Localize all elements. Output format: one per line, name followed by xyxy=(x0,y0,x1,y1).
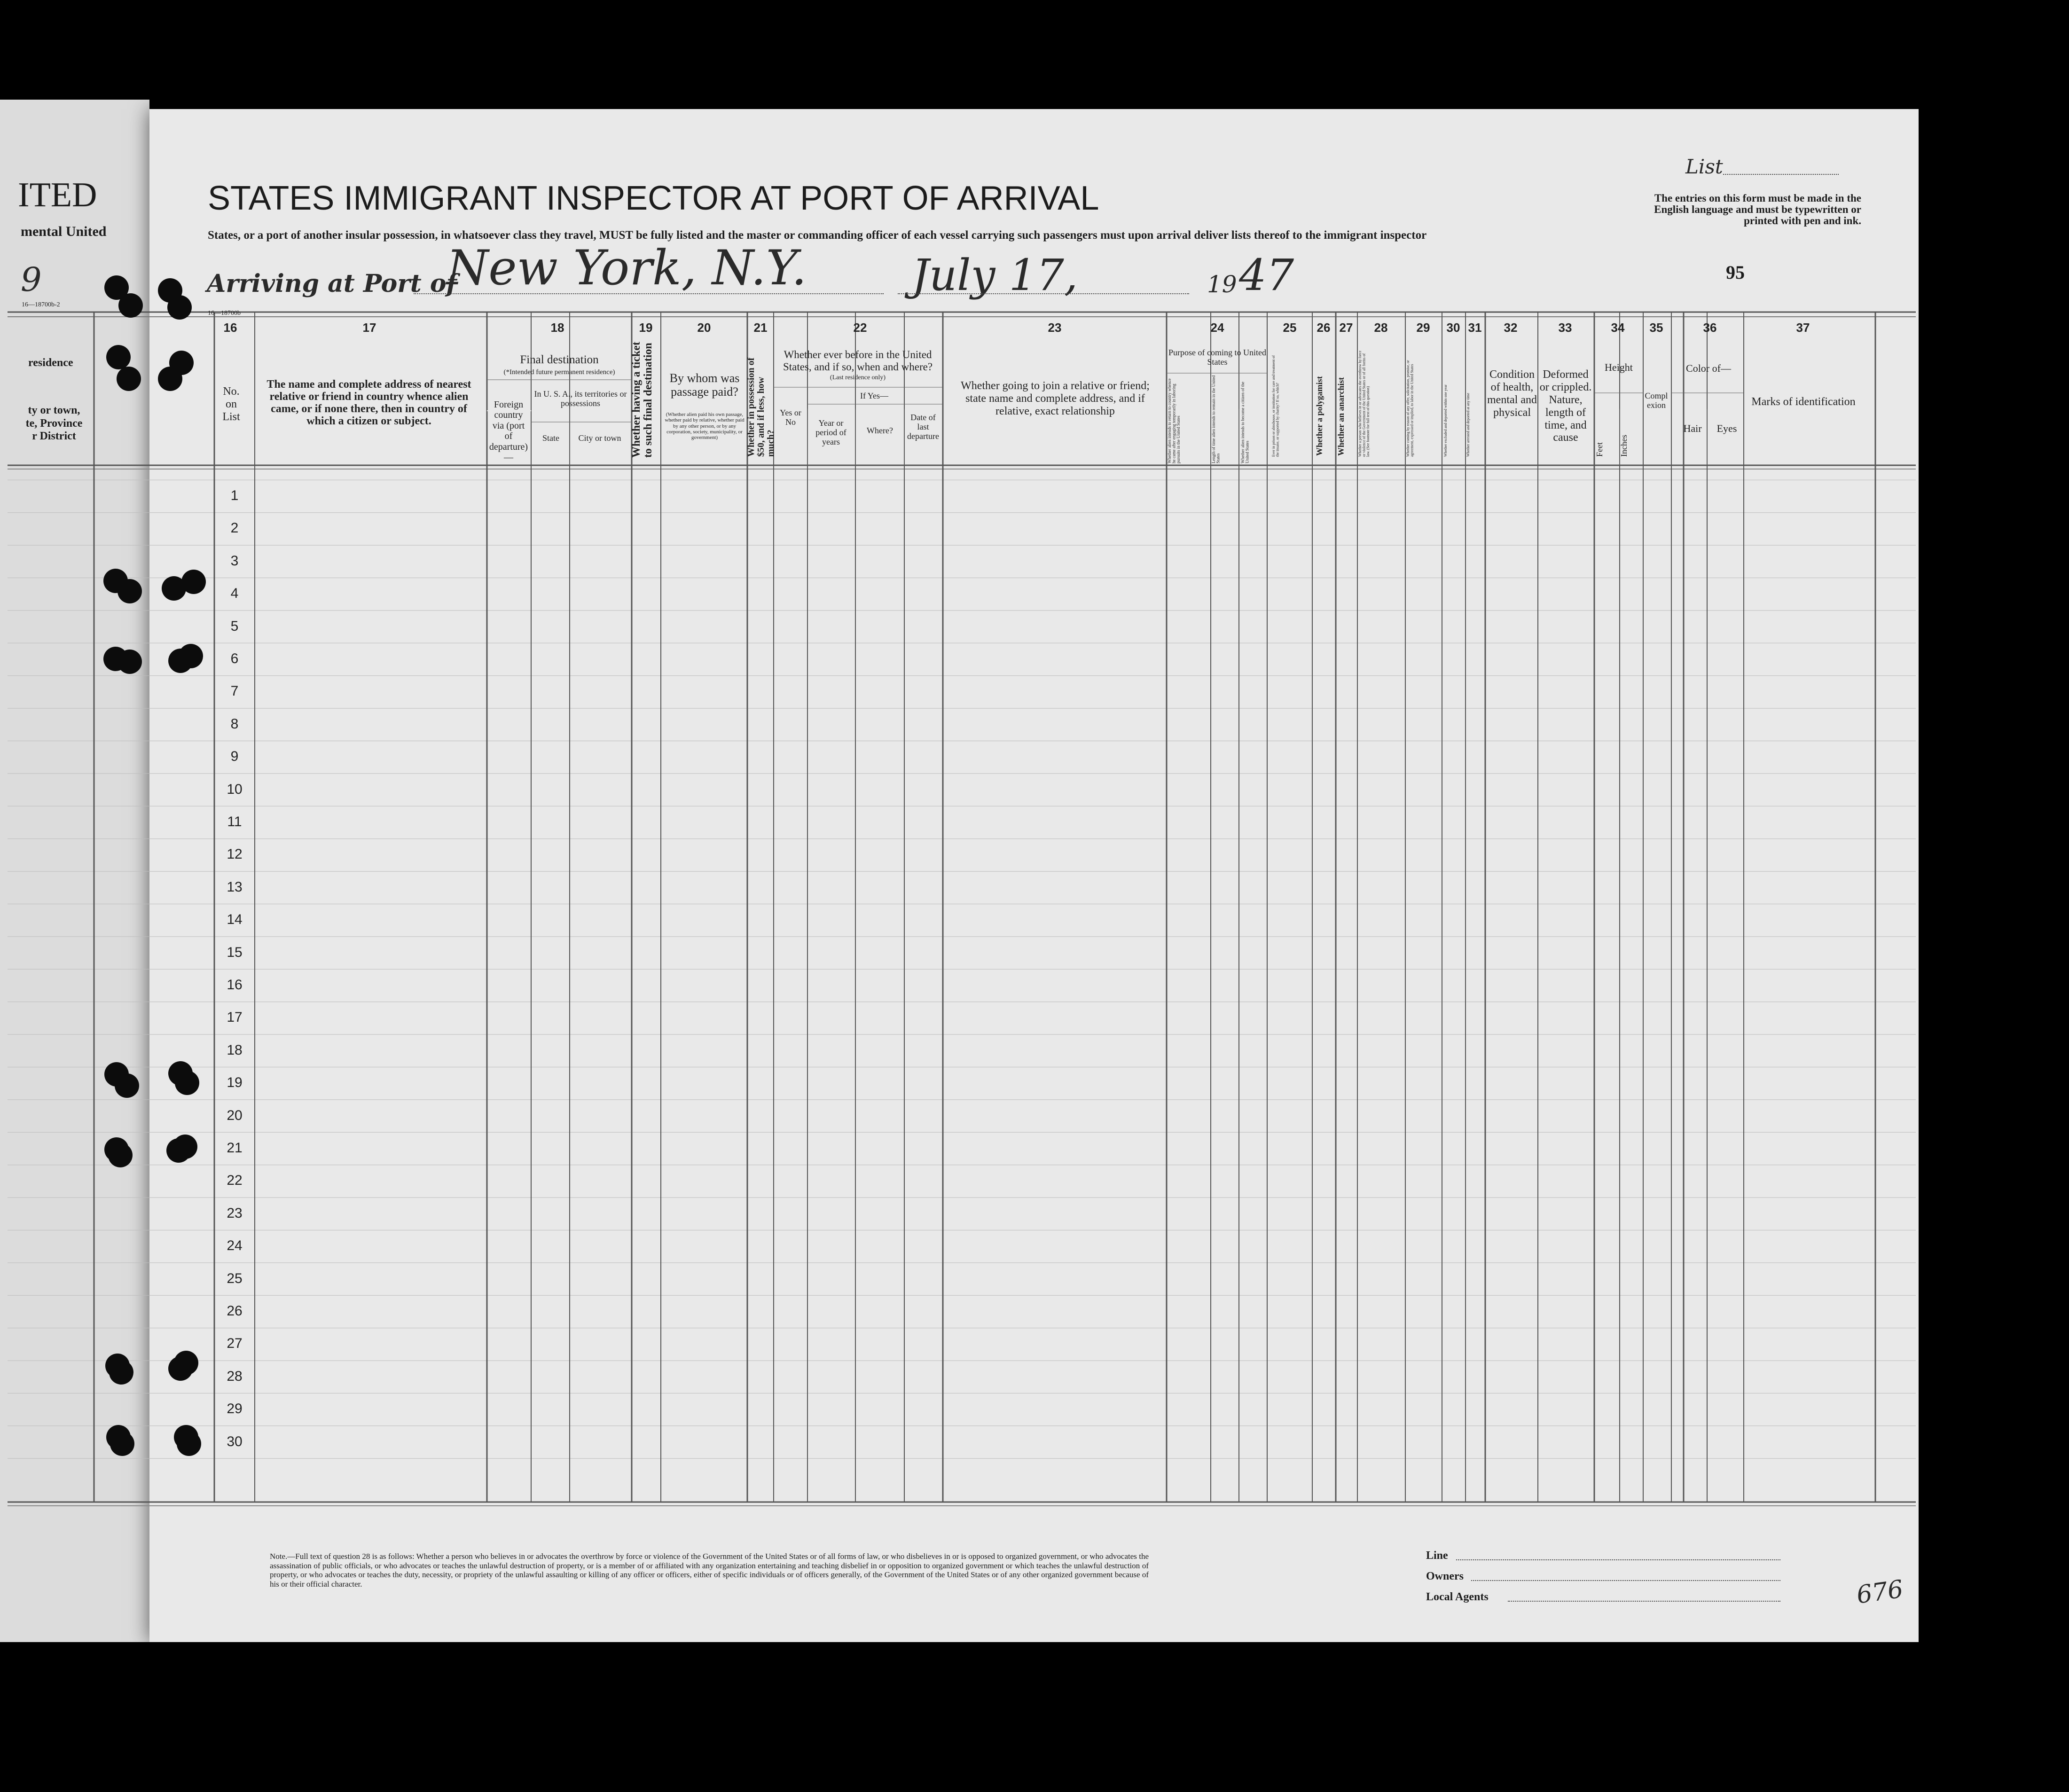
row-number: 27 xyxy=(227,1336,243,1352)
row-number: 25 xyxy=(227,1270,243,1286)
column-number-37: 37 xyxy=(1796,321,1810,335)
punch-hole xyxy=(106,345,131,369)
col20-label: By whom was passage paid? xyxy=(669,371,740,399)
row-number: 4 xyxy=(230,586,239,602)
column-number-28: 28 xyxy=(1374,321,1388,335)
punch-hole xyxy=(167,295,192,320)
date-line xyxy=(898,292,1189,294)
column-number-36: 36 xyxy=(1703,321,1717,335)
col29-label: Whether coming by reason of any offer, solicitation, promise, or agreement, expressed or implied, to labor in the United States xyxy=(1406,360,1414,457)
row-number: 21 xyxy=(227,1140,243,1156)
row-number: 6 xyxy=(230,651,239,666)
punch-hole xyxy=(177,1432,201,1456)
col19-label: Whether having a ticket to such final destination xyxy=(630,342,655,458)
col34-feet: Feet xyxy=(1595,442,1604,457)
footer-note: Note.—Full text of question 28 is as follows: Whether a person who believes in or advocates the overthrow by force or violence of the Government of the United States or of all forms of law, or who disbelieves in or is opposed to organized government, or who advocates the assassination of public officials, or who advocates or teaches the unlawful destruction of property, or is a member of or affiliated with any organization entertaining and teaching disbelief in or opposition to organized government or which teaches the unlawful destruction of property, or who advocates or teaches the duty, necessity, or propriety of the unlawful assaulting or killing of any officer or officers, either of specific individuals or of officers generally, of the Government of the United States or of any other organized government because of his or their official character. xyxy=(270,1552,1149,1589)
left-city-label: ty or town, te, Province r District xyxy=(25,404,83,443)
col22-label: Whether ever before in the United States, and if so, when and where? xyxy=(783,349,933,373)
owners-label: Owners xyxy=(1426,1570,1464,1582)
column-number-17: 17 xyxy=(362,321,376,335)
left-fragment-title: ITED xyxy=(18,176,97,214)
col34-label: Height xyxy=(1605,361,1633,373)
row-number: 11 xyxy=(227,814,242,829)
punch-hole xyxy=(175,1071,199,1095)
row-number: 10 xyxy=(227,781,243,797)
col22-year: Year or period of years xyxy=(815,418,846,447)
left-fragment-line2: mental United xyxy=(21,224,107,239)
port-line xyxy=(414,292,884,294)
column-number-16: 16 xyxy=(223,321,237,335)
row-number: 14 xyxy=(227,912,243,928)
row-number: 15 xyxy=(227,944,243,960)
col22-yes-no: Yes or No xyxy=(780,408,801,427)
column-number-25: 25 xyxy=(1283,321,1297,335)
col21-label: Whether in possession of $50, and if less, how much? xyxy=(746,357,776,457)
form-instructions: The entries on this form must be made in the English language and must be typewritten or printed with pen and ink. xyxy=(1654,192,1861,227)
year-prefix: 19 xyxy=(1207,271,1237,298)
local-agents-field xyxy=(1508,1600,1780,1602)
punch-hole xyxy=(181,570,206,594)
col18-city: City or town xyxy=(578,433,621,443)
column-number-30: 30 xyxy=(1446,321,1460,335)
col36-label: Color of— xyxy=(1686,362,1731,374)
column-number-34: 34 xyxy=(1611,321,1625,335)
punch-hole xyxy=(118,650,142,674)
row-number: 28 xyxy=(227,1368,243,1384)
col16-label: No. on List xyxy=(222,385,240,423)
form-code-2: 16—18700b xyxy=(208,310,241,317)
column-number-33: 33 xyxy=(1558,321,1572,335)
line-label: Line xyxy=(1426,1549,1448,1562)
owners-field xyxy=(1471,1579,1780,1581)
row-number: 22 xyxy=(227,1173,243,1189)
port-of-arrival: New York, N.Y. xyxy=(447,240,807,296)
column-number-23: 23 xyxy=(1048,321,1062,335)
column-number-29: 29 xyxy=(1416,321,1430,335)
row-number: 9 xyxy=(230,749,239,765)
left-fragment-line3: 9 xyxy=(21,260,42,299)
col18-state: State xyxy=(542,433,559,443)
col33-label: Deformed or crippled. Nature, length of time, and cause xyxy=(1539,368,1592,444)
column-number-26: 26 xyxy=(1317,321,1331,335)
punch-hole xyxy=(115,1073,139,1098)
column-number-31: 31 xyxy=(1468,321,1482,335)
col23-label: Whether going to join a relative or friend; state name and complete address, and if relative, exact relationship xyxy=(961,380,1150,417)
col25-label: Ever in prison or almshouse, or institution for care and treatment of the insane, or supported by charity? If so, which? xyxy=(1271,355,1280,457)
column-number-22: 22 xyxy=(853,321,867,335)
list-label: List xyxy=(1685,155,1723,178)
row-number: 24 xyxy=(227,1238,243,1254)
row-number: 19 xyxy=(227,1075,243,1091)
row-number: 18 xyxy=(227,1042,243,1058)
row-number: 20 xyxy=(227,1107,243,1123)
arrival-year: 47 xyxy=(1239,250,1294,300)
col18-note: (*Intended future permanent residence) xyxy=(503,368,615,376)
col17-label: The name and complete address of nearest relative or friend in country whence alien came, or if none there, then in country of which a citizen or subject. xyxy=(266,378,471,427)
line-field xyxy=(1456,1558,1780,1560)
col24-sub-c: Whether alien intends to become a citizen of the United States xyxy=(1240,382,1250,463)
row-number: 12 xyxy=(227,846,243,862)
form-code: 16—18700b-2 xyxy=(22,301,60,308)
col35-label: Complexion xyxy=(1645,391,1668,410)
page-title: STATES IMMIGRANT INSPECTOR AT PORT OF ARRIVAL xyxy=(208,180,1099,217)
row-number: 30 xyxy=(227,1433,243,1449)
left-residence-label: residence xyxy=(28,357,73,369)
column-number-24: 24 xyxy=(1210,321,1224,335)
column-number-27: 27 xyxy=(1339,321,1353,335)
col22-note: (Last residence only) xyxy=(830,374,886,381)
page-subtitle: States, or a port of another insular possession, in whatsoever class they travel, MUST be fully listed and the master or commanding officer of each vessel carrying such passengers must upon arrival deliver lists thereof to the immigrant inspector xyxy=(208,229,1427,242)
col22-where: Where? xyxy=(867,426,893,435)
col31-label: Whether arrested and deported at any time xyxy=(1466,393,1470,457)
punch-hole xyxy=(117,367,141,391)
col36-eyes: Eyes xyxy=(1716,423,1737,434)
col22-if-yes: If Yes— xyxy=(860,391,888,400)
punch-hole xyxy=(108,1143,133,1167)
col30-label: Whether excluded and deported within one year xyxy=(1443,384,1448,457)
row-number: 1 xyxy=(230,488,239,503)
row-number: 3 xyxy=(230,553,239,569)
page-number: 95 xyxy=(1726,262,1745,283)
column-number-19: 19 xyxy=(639,321,653,335)
col34-inches: Inches xyxy=(1619,435,1629,457)
row-number: 16 xyxy=(227,977,243,993)
punch-hole xyxy=(118,579,142,603)
punch-hole xyxy=(109,1360,133,1385)
col32-label: Condition of health, mental and physical xyxy=(1487,368,1537,419)
col37-label: Marks of identification xyxy=(1751,396,1856,408)
row-number: 26 xyxy=(227,1303,243,1319)
punch-hole xyxy=(179,644,203,668)
row-number: 17 xyxy=(227,1009,243,1025)
punch-hole xyxy=(168,1356,193,1381)
arrival-date: July 17, xyxy=(912,250,1078,300)
row-number: 7 xyxy=(230,683,239,699)
col24-sub-a: Whether alien intends to return to country whence he came after engaging temporarily in laboring pursuits in the United States xyxy=(1167,378,1181,463)
column-number-21: 21 xyxy=(753,321,768,335)
col18-label: Final destination xyxy=(520,353,599,366)
column-number-32: 32 xyxy=(1504,321,1518,335)
column-number-35: 35 xyxy=(1649,321,1663,335)
col20-note: (Whether alien paid his own passage, whether paid by relative, whether paid by any other person, or by any corporation, society, municipality, or government) xyxy=(665,412,745,441)
list-number-line xyxy=(1723,173,1839,175)
punch-hole xyxy=(158,367,182,391)
column-number-18: 18 xyxy=(550,321,564,335)
stamp-number: 676 xyxy=(1855,1575,1905,1610)
punch-hole xyxy=(173,1135,197,1159)
punch-hole xyxy=(110,1432,134,1456)
col24-sub-b: Length of time alien intends to remain in the United States xyxy=(1211,375,1221,463)
row-number: 29 xyxy=(227,1401,243,1417)
punch-hole xyxy=(118,293,143,318)
col36-hair: Hair xyxy=(1683,423,1702,434)
col18-usa: In U. S. A., its territories or possessions xyxy=(534,389,627,408)
col27-label: Whether an anarchist xyxy=(1336,377,1346,456)
col28-label: Whether a person who believes in or advocates the overthrow by force or violence of the Government of the United States or of all forms of law. (See footnote for full text of this question) xyxy=(1358,351,1370,457)
col22-date: Date of last departure xyxy=(907,413,939,441)
local-agents-label: Local Agents xyxy=(1426,1591,1489,1603)
row-number: 23 xyxy=(227,1205,243,1221)
row-number: 2 xyxy=(230,520,239,536)
column-number-20: 20 xyxy=(697,321,711,335)
col26-label: Whether a polygamist xyxy=(1315,376,1324,456)
col24-label: Purpose of coming to United States xyxy=(1168,348,1266,367)
row-number: 8 xyxy=(230,716,239,732)
col18-foreign: Foreign country via (port of departure)— xyxy=(489,399,528,462)
row-number: 13 xyxy=(227,879,243,895)
arriving-label: Arriving at Port of xyxy=(207,269,457,298)
row-number: 5 xyxy=(230,618,239,634)
